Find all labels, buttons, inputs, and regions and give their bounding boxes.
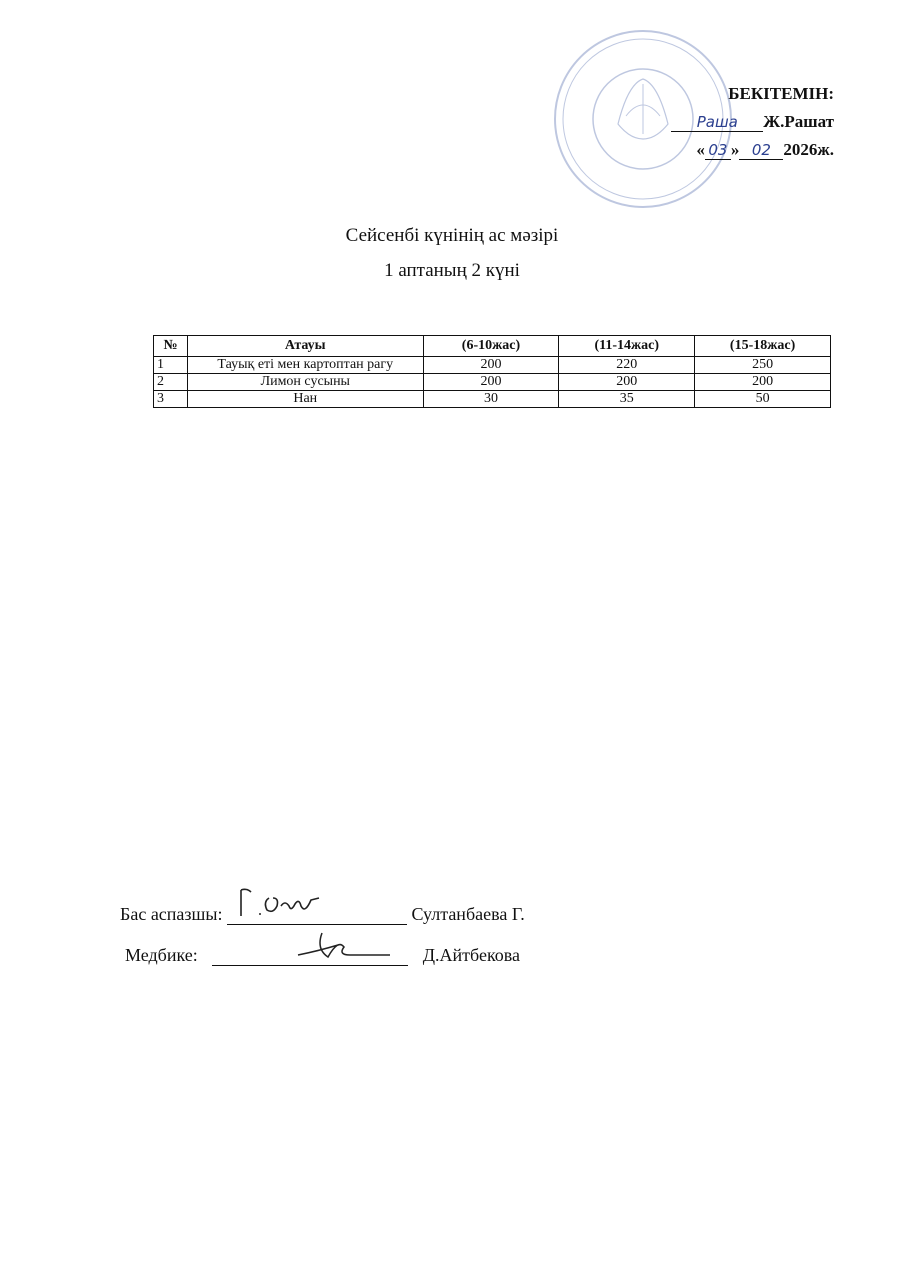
portion-6-10: 200 xyxy=(423,357,559,374)
header-number: № xyxy=(154,336,188,357)
approval-date xyxy=(696,140,834,160)
row-number: 3 xyxy=(154,391,188,408)
menu-title: Сейсенбі күнінің ас мәзірі xyxy=(345,225,559,246)
chef-name: Султанбаева Г. xyxy=(411,904,525,924)
row-number: 1 xyxy=(154,357,188,374)
approval-name: Ж.Рашат xyxy=(763,112,834,131)
portion-6-10: 200 xyxy=(423,374,559,391)
header-age-11-14: (11-14жас) xyxy=(559,336,695,357)
dish-name: Нан xyxy=(187,391,423,408)
portion-11-14: 35 xyxy=(559,391,695,408)
row-number: 2 xyxy=(154,374,188,391)
portion-11-14: 220 xyxy=(559,357,695,374)
menu-table xyxy=(153,335,831,408)
director-signature: Раша xyxy=(671,113,763,132)
approval-signature-line xyxy=(671,112,834,132)
header-name: Атауы xyxy=(187,336,423,357)
portion-11-14: 200 xyxy=(559,374,695,391)
chef-signature-row xyxy=(120,904,525,925)
table-row xyxy=(154,374,831,391)
chef-label: Бас аспазшы: xyxy=(120,904,223,924)
nurse-signature xyxy=(292,925,402,965)
nurse-signature-line xyxy=(212,947,408,966)
nurse-signature-row xyxy=(125,945,520,966)
date-open-quote: « xyxy=(696,140,705,159)
approval-title: БЕКІТЕМІН: xyxy=(728,84,834,103)
portion-15-18: 250 xyxy=(695,357,831,374)
portion-6-10: 30 xyxy=(423,391,559,408)
nurse-label: Медбике: xyxy=(125,945,198,965)
dish-name: Лимон сусыны xyxy=(187,374,423,391)
table-row xyxy=(154,391,831,408)
portion-15-18: 50 xyxy=(695,391,831,408)
date-close-quote: » xyxy=(730,140,740,159)
chef-signature-line xyxy=(227,906,407,925)
table-row xyxy=(154,357,831,374)
menu-subtitle: 1 аптаның 2 күні xyxy=(384,260,520,281)
dish-name: Тауық еті мен картоптан рагу xyxy=(187,357,423,374)
header-age-15-18: (15-18жас) xyxy=(695,336,831,357)
date-month: 02 xyxy=(739,141,783,160)
table-header-row xyxy=(154,336,831,357)
date-day: 03 xyxy=(705,141,731,160)
nurse-name: Д.Айтбекова xyxy=(422,945,521,965)
date-year: 2026ж. xyxy=(783,140,834,159)
chef-signature xyxy=(227,884,347,924)
portion-15-18: 200 xyxy=(695,374,831,391)
header-age-6-10: (6-10жас) xyxy=(423,336,559,357)
